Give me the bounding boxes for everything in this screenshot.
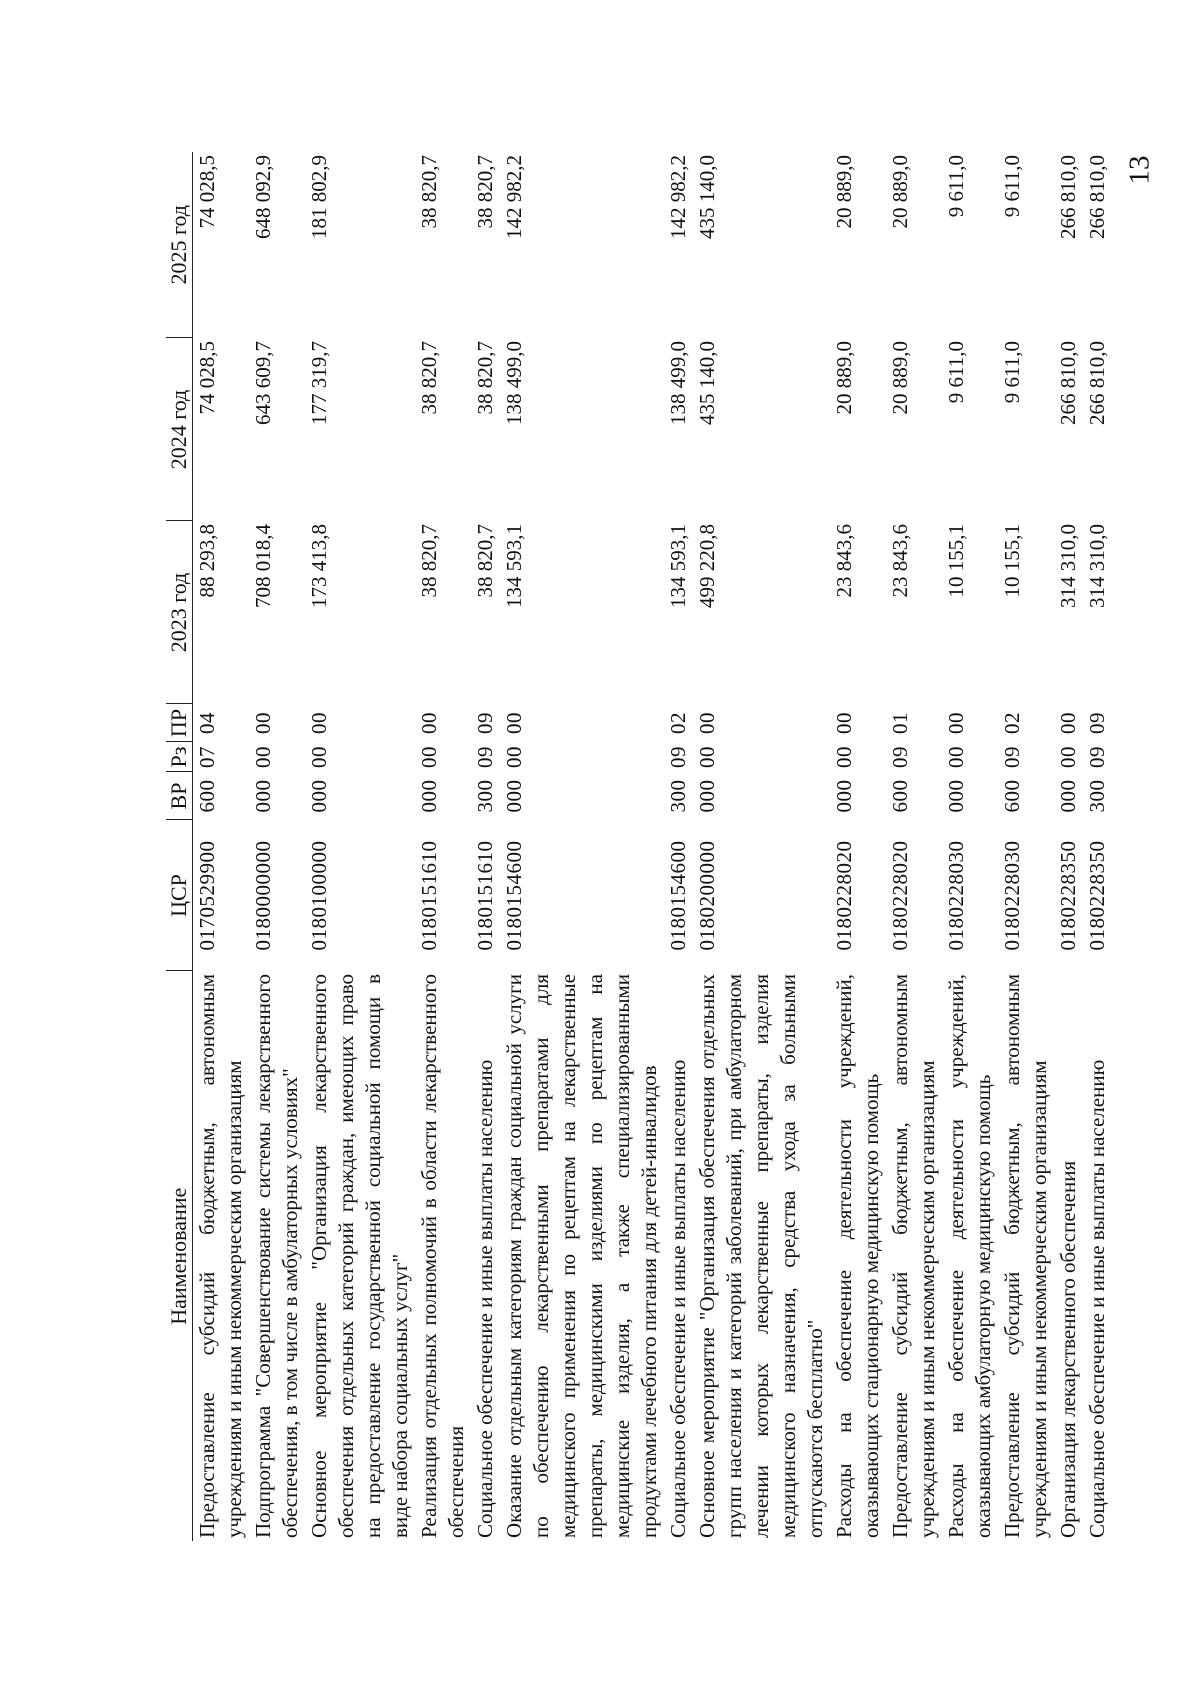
cell-rz: 09: [1085, 746, 1109, 768]
cell-pr: 02: [1000, 712, 1024, 734]
cell-name: Предоставление субсидий бюджетным, автономным учреждениям и иным некоммерческим организациям: [888, 974, 939, 1538]
table-row: [471, 152, 500, 1541]
table-row: [886, 152, 942, 1541]
cell-pr: 00: [832, 712, 856, 734]
cell-y2025: 20 889,0: [888, 155, 912, 229]
cell-y2025: 142 982,2: [502, 155, 526, 239]
cell-csr: 0180154600: [666, 840, 690, 951]
header-2023: 2023 год: [166, 521, 193, 704]
cell-pr: 00: [417, 712, 441, 734]
cell-y2025: 9 611,0: [1000, 155, 1024, 218]
cell-name: Предоставление субсидий бюджетным, автономным учреждениям и иным некоммерческим организациям: [1000, 974, 1051, 1538]
cell-rz: 00: [832, 746, 856, 768]
cell-y2023: 314 310,0: [1085, 524, 1109, 608]
header-name: Наименование: [166, 971, 193, 1541]
cell-name: Реализация отдельных полномочий в области лекарственного обеспечения: [417, 974, 468, 1538]
cell-rz: 09: [473, 746, 497, 768]
cell-y2023: 23 843,6: [888, 524, 912, 598]
cell-rz: 00: [251, 746, 275, 768]
cell-csr: 0180228030: [944, 840, 968, 951]
table-row: [193, 152, 250, 1541]
cell-vr: 000: [502, 779, 526, 813]
header-csr: ЦСР: [166, 820, 193, 971]
cell-pr: 04: [195, 712, 219, 734]
table-row: [830, 152, 886, 1541]
cell-csr: 0180228020: [832, 840, 856, 951]
cell-pr: 00: [502, 712, 526, 734]
cell-pr: 09: [1085, 712, 1109, 734]
cell-pr: 00: [251, 712, 275, 734]
table-row: [1083, 152, 1112, 1541]
cell-rz: 09: [888, 746, 912, 768]
cell-y2025: 648 092,9: [251, 155, 275, 239]
cell-rz: 00: [1056, 746, 1080, 768]
cell-y2023: 38 820,7: [473, 524, 497, 598]
cell-csr: 0180228350: [1056, 840, 1080, 951]
cell-csr: 0180200000: [695, 840, 719, 951]
table-body: [193, 152, 1113, 1541]
cell-y2024: 435 140,0: [695, 341, 719, 425]
cell-y2025: 435 140,0: [695, 155, 719, 239]
cell-y2025: 38 820,7: [473, 155, 497, 229]
cell-y2023: 88 293,8: [195, 524, 219, 598]
cell-name: Основное мероприятие "Организация обеспечения отдельных групп населения и категорий заболеваний, при амбулаторном лечении которых лекарственные препараты, изделия медицинского назначения, средства ухода за больными отпускаются бесплатно": [695, 974, 827, 1538]
cell-pr: 00: [307, 712, 331, 734]
rotated-table-container: [166, 152, 1109, 1541]
page-number: 13: [1123, 155, 1156, 185]
cell-name: Основное мероприятие "Организация лекарственного обеспечения отдельных категорий граждан, имеющих право на предоставление государственной социальной помощи в виде набора социальных услуг": [307, 974, 412, 1538]
cell-pr: 00: [1056, 712, 1080, 734]
cell-y2024: 38 820,7: [473, 341, 497, 415]
table-row: [693, 152, 830, 1541]
cell-name: Социальное обеспечение и иные выплаты населению: [1085, 1059, 1109, 1538]
cell-y2025: 266 810,0: [1056, 155, 1080, 239]
cell-y2024: 177 319,7: [307, 341, 331, 425]
cell-y2025: 20 889,0: [832, 155, 856, 229]
cell-vr: 000: [251, 779, 275, 813]
cell-vr: 000: [417, 779, 441, 813]
cell-rz: 07: [195, 746, 219, 768]
cell-y2023: 38 820,7: [417, 524, 441, 598]
cell-vr: 000: [944, 779, 968, 813]
table-row: [998, 152, 1054, 1541]
table-row: [942, 152, 998, 1541]
cell-csr: 0180228350: [1085, 840, 1109, 951]
cell-y2024: 38 820,7: [417, 341, 441, 415]
cell-name: Социальное обеспечение и иные выплаты населению: [666, 1059, 690, 1538]
cell-y2024: 643 609,7: [251, 341, 275, 425]
cell-rz: 00: [417, 746, 441, 768]
header-2025: 2025 год: [166, 152, 193, 338]
cell-pr: 00: [695, 712, 719, 734]
cell-y2024: 74 028,5: [195, 341, 219, 415]
cell-name: Организация лекарственного обеспечения: [1056, 1160, 1080, 1538]
cell-y2024: 9 611,0: [944, 341, 968, 404]
cell-vr: 600: [1000, 779, 1024, 813]
cell-vr: 000: [1056, 779, 1080, 813]
cell-y2025: 9 611,0: [944, 155, 968, 218]
cell-vr: 000: [832, 779, 856, 813]
cell-y2025: 142 982,2: [666, 155, 690, 239]
table-row: [500, 152, 664, 1541]
cell-pr: 02: [666, 712, 690, 734]
cell-y2023: 10 155,1: [1000, 524, 1024, 598]
cell-y2023: 23 843,6: [832, 524, 856, 598]
cell-name: Предоставление субсидий бюджетным, автономным учреждениям и иным некоммерческим организациям: [195, 974, 246, 1538]
cell-rz: 00: [307, 746, 331, 768]
cell-csr: 0180000000: [251, 840, 275, 951]
table-row: [305, 152, 415, 1541]
cell-vr: 000: [307, 779, 331, 813]
cell-csr: 0180151610: [473, 840, 497, 951]
cell-csr: 0180228030: [1000, 840, 1024, 951]
table-row: [415, 152, 471, 1541]
cell-y2023: 10 155,1: [944, 524, 968, 598]
cell-y2023: 173 413,8: [307, 524, 331, 608]
cell-vr: 600: [195, 779, 219, 813]
cell-rz: 00: [502, 746, 526, 768]
cell-name: Оказание отдельным категориям граждан социальной услуги по обеспечению лекарственными препаратами для медицинского применения по рецептам на лекарственные препараты, медицинскими изделиями по рецептам на медицинские изделия, а также специализированными продуктами лечебного питания для детей-инвалидов: [502, 974, 661, 1538]
cell-y2025: 266 810,0: [1085, 155, 1109, 239]
cell-vr: 300: [473, 779, 497, 813]
cell-name: Подпрограмма "Совершенствование системы лекарственного обеспечения, в том числе в амбулаторных условиях": [251, 974, 302, 1538]
cell-csr: 0170529900: [195, 840, 219, 951]
cell-rz: 09: [1000, 746, 1024, 768]
cell-rz: 00: [944, 746, 968, 768]
cell-pr: 01: [888, 712, 912, 734]
cell-y2023: 499 220,8: [695, 524, 719, 608]
budget-table: [166, 152, 1112, 1541]
cell-csr: 0180100000: [307, 840, 331, 951]
cell-y2023: 134 593,1: [502, 524, 526, 608]
header-rz: Рз: [166, 742, 193, 772]
header-2024: 2024 год: [166, 338, 193, 521]
cell-y2023: 708 018,4: [251, 524, 275, 608]
cell-y2024: 20 889,0: [888, 341, 912, 415]
cell-csr: 0180154600: [502, 840, 526, 951]
cell-y2024: 266 810,0: [1056, 341, 1080, 425]
cell-vr: 600: [888, 779, 912, 813]
cell-vr: 300: [666, 779, 690, 813]
header-pr: ПР: [166, 704, 193, 742]
cell-y2024: 9 611,0: [1000, 341, 1024, 404]
header-vr: ВР: [166, 772, 193, 820]
cell-vr: 000: [695, 779, 719, 813]
cell-csr: 0180151610: [417, 840, 441, 951]
table-row: [249, 152, 305, 1541]
cell-rz: 00: [695, 746, 719, 768]
cell-csr: 0180228020: [888, 840, 912, 951]
cell-name: Расходы на обеспечение деятельности учреждений, оказывающих стационарную медицинскую помощь: [832, 974, 883, 1538]
cell-y2023: 134 593,1: [666, 524, 690, 608]
cell-rz: 09: [666, 746, 690, 768]
cell-name: Расходы на обеспечение деятельности учреждений, оказывающих амбулаторную медицинскую помощь: [944, 974, 995, 1538]
cell-y2024: 20 889,0: [832, 341, 856, 415]
cell-pr: 09: [473, 712, 497, 734]
table-row: [664, 152, 693, 1541]
cell-y2025: 74 028,5: [195, 155, 219, 229]
cell-name: Социальное обеспечение и иные выплаты населению: [473, 1059, 497, 1538]
cell-y2025: 38 820,7: [417, 155, 441, 229]
cell-y2025: 181 802,9: [307, 155, 331, 239]
table-header-row: [166, 152, 193, 1541]
cell-pr: 00: [944, 712, 968, 734]
cell-vr: 300: [1085, 779, 1109, 813]
cell-y2024: 138 499,0: [666, 341, 690, 425]
cell-y2023: 314 310,0: [1056, 524, 1080, 608]
cell-y2024: 266 810,0: [1085, 341, 1109, 425]
cell-y2024: 138 499,0: [502, 341, 526, 425]
table-row: [1054, 152, 1083, 1541]
